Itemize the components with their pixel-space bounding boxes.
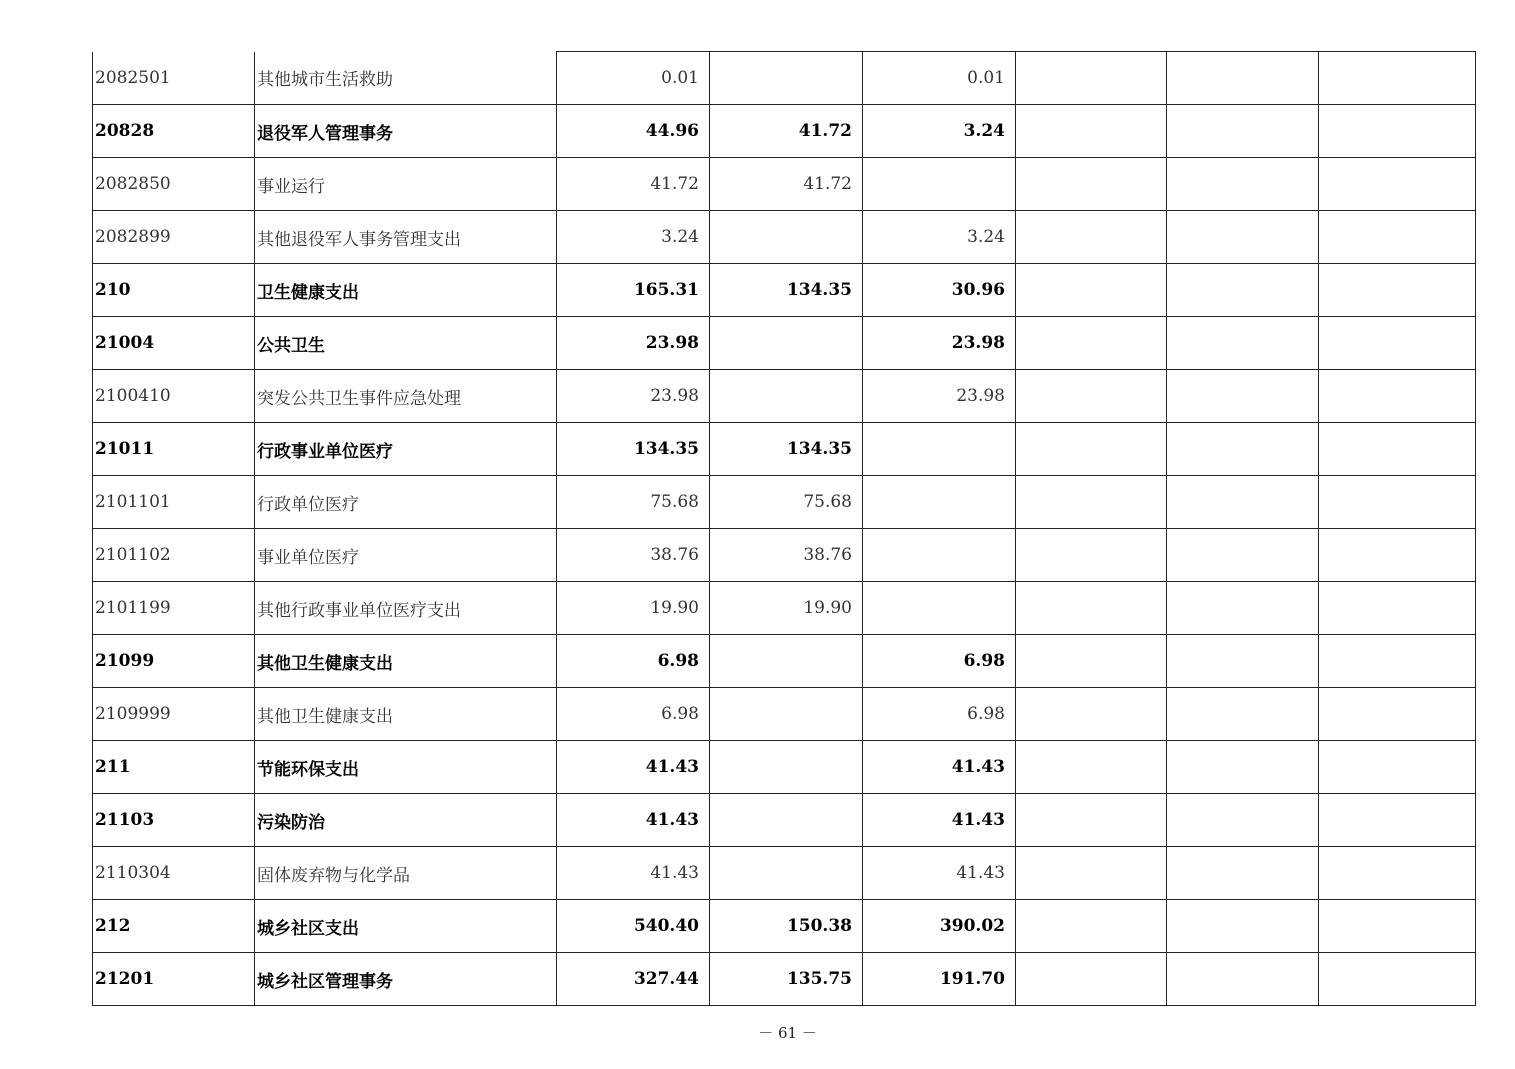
cell-basic [710, 317, 863, 370]
cell-empty [1016, 529, 1167, 582]
cell-name: 公共卫生 [255, 317, 557, 370]
cell-project: 41.43 [863, 847, 1016, 900]
cell-total: 41.43 [557, 741, 710, 794]
cell-name: 行政单位医疗 [255, 476, 557, 529]
cell-total: 327.44 [557, 953, 710, 1006]
cell-empty [1167, 529, 1319, 582]
table-row [93, 370, 1476, 423]
cell-code: 20828 [93, 105, 255, 158]
cell-empty [1319, 688, 1476, 741]
cell-total: 6.98 [557, 688, 710, 741]
cell-empty [1167, 317, 1319, 370]
table-row [93, 211, 1476, 264]
cell-project: 6.98 [863, 688, 1016, 741]
cell-empty [1016, 582, 1167, 635]
cell-empty [1016, 264, 1167, 317]
cell-project: 23.98 [863, 370, 1016, 423]
cell-project: 41.43 [863, 741, 1016, 794]
cell-empty [1167, 211, 1319, 264]
cell-name: 其他卫生健康支出 [255, 688, 557, 741]
cell-code: 2101101 [93, 476, 255, 529]
cell-total: 134.35 [557, 423, 710, 476]
cell-empty [1167, 953, 1319, 1006]
cell-empty [1319, 211, 1476, 264]
table-row [93, 529, 1476, 582]
cell-empty [1319, 953, 1476, 1006]
cell-total: 19.90 [557, 582, 710, 635]
table-row [93, 264, 1476, 317]
cell-total: 41.43 [557, 847, 710, 900]
cell-code: 2082899 [93, 211, 255, 264]
cell-code: 212 [93, 900, 255, 953]
cell-project: 3.24 [863, 105, 1016, 158]
cell-empty [1016, 900, 1167, 953]
cell-empty [1167, 741, 1319, 794]
cell-total: 38.76 [557, 529, 710, 582]
cell-name: 行政事业单位医疗 [255, 423, 557, 476]
cell-empty [1319, 52, 1476, 105]
cell-basic: 134.35 [710, 423, 863, 476]
cell-empty [1167, 900, 1319, 953]
cell-empty [1319, 158, 1476, 211]
cell-name: 事业单位医疗 [255, 529, 557, 582]
cell-total: 165.31 [557, 264, 710, 317]
cell-project [863, 529, 1016, 582]
cell-name: 退役军人管理事务 [255, 105, 557, 158]
cell-total: 41.43 [557, 794, 710, 847]
cell-project: 6.98 [863, 635, 1016, 688]
cell-code: 21099 [93, 635, 255, 688]
cell-total: 44.96 [557, 105, 710, 158]
cell-basic: 150.38 [710, 900, 863, 953]
cell-name: 固体废弃物与化学品 [255, 847, 557, 900]
cell-empty [1319, 582, 1476, 635]
cell-project: 23.98 [863, 317, 1016, 370]
cell-project: 41.43 [863, 794, 1016, 847]
cell-empty [1016, 317, 1167, 370]
cell-basic [710, 211, 863, 264]
cell-name: 其他卫生健康支出 [255, 635, 557, 688]
cell-empty [1016, 370, 1167, 423]
table-row [93, 52, 1476, 105]
cell-basic [710, 741, 863, 794]
cell-basic [710, 52, 863, 105]
cell-name: 其他行政事业单位医疗支出 [255, 582, 557, 635]
cell-code: 211 [93, 741, 255, 794]
cell-empty [1167, 476, 1319, 529]
table-row [93, 105, 1476, 158]
cell-basic: 19.90 [710, 582, 863, 635]
cell-empty [1319, 370, 1476, 423]
cell-empty [1016, 52, 1167, 105]
cell-code: 210 [93, 264, 255, 317]
cell-basic: 41.72 [710, 158, 863, 211]
table-row [93, 476, 1476, 529]
cell-empty [1016, 847, 1167, 900]
cell-name: 城乡社区管理事务 [255, 953, 557, 1006]
cell-code: 21011 [93, 423, 255, 476]
table-row [93, 423, 1476, 476]
cell-empty [1319, 105, 1476, 158]
cell-name: 其他城市生活救助 [255, 52, 557, 105]
cell-empty [1167, 794, 1319, 847]
cell-empty [1167, 423, 1319, 476]
cell-empty [1016, 794, 1167, 847]
cell-name: 其他退役军人事务管理支出 [255, 211, 557, 264]
cell-empty [1016, 953, 1167, 1006]
cell-empty [1319, 529, 1476, 582]
cell-project: 3.24 [863, 211, 1016, 264]
cell-name: 突发公共卫生事件应急处理 [255, 370, 557, 423]
cell-code: 2109999 [93, 688, 255, 741]
cell-basic: 134.35 [710, 264, 863, 317]
cell-empty [1319, 264, 1476, 317]
cell-empty [1167, 264, 1319, 317]
cell-empty [1319, 317, 1476, 370]
table-body [93, 52, 1476, 1006]
cell-project: 390.02 [863, 900, 1016, 953]
cell-basic: 38.76 [710, 529, 863, 582]
cell-total: 3.24 [557, 211, 710, 264]
cell-empty [1016, 105, 1167, 158]
table-row [93, 582, 1476, 635]
cell-name: 卫生健康支出 [255, 264, 557, 317]
budget-table [92, 51, 1476, 1006]
cell-name: 污染防治 [255, 794, 557, 847]
table-row [93, 158, 1476, 211]
cell-empty [1167, 847, 1319, 900]
page-number: － 61 － [758, 1024, 817, 1042]
cell-empty [1167, 52, 1319, 105]
cell-total: 6.98 [557, 635, 710, 688]
table-row [93, 317, 1476, 370]
cell-code: 2110304 [93, 847, 255, 900]
cell-empty [1167, 105, 1319, 158]
cell-basic: 135.75 [710, 953, 863, 1006]
cell-name: 节能环保支出 [255, 741, 557, 794]
cell-code: 2100410 [93, 370, 255, 423]
cell-code: 2101102 [93, 529, 255, 582]
cell-empty [1167, 635, 1319, 688]
cell-code: 2101199 [93, 582, 255, 635]
cell-empty [1167, 158, 1319, 211]
cell-total: 41.72 [557, 158, 710, 211]
cell-basic [710, 847, 863, 900]
cell-project [863, 582, 1016, 635]
cell-empty [1016, 158, 1167, 211]
cell-empty [1016, 476, 1167, 529]
cell-basic: 41.72 [710, 105, 863, 158]
cell-total: 0.01 [557, 52, 710, 105]
cell-empty [1016, 423, 1167, 476]
cell-empty [1167, 688, 1319, 741]
cell-total: 23.98 [557, 317, 710, 370]
cell-empty [1319, 847, 1476, 900]
cell-total: 23.98 [557, 370, 710, 423]
cell-project: 0.01 [863, 52, 1016, 105]
cell-name: 事业运行 [255, 158, 557, 211]
cell-empty [1319, 900, 1476, 953]
table-row [93, 794, 1476, 847]
cell-name: 城乡社区支出 [255, 900, 557, 953]
cell-total: 540.40 [557, 900, 710, 953]
cell-empty [1167, 582, 1319, 635]
cell-empty [1319, 423, 1476, 476]
cell-basic [710, 370, 863, 423]
cell-code: 21103 [93, 794, 255, 847]
cell-empty [1016, 688, 1167, 741]
cell-empty [1319, 476, 1476, 529]
cell-project: 30.96 [863, 264, 1016, 317]
cell-basic [710, 635, 863, 688]
cell-empty [1319, 635, 1476, 688]
cell-empty [1016, 635, 1167, 688]
cell-project [863, 476, 1016, 529]
cell-empty [1016, 741, 1167, 794]
cell-code: 21201 [93, 953, 255, 1006]
cell-basic [710, 794, 863, 847]
cell-empty [1167, 370, 1319, 423]
cell-code: 2082850 [93, 158, 255, 211]
table-row [93, 900, 1476, 953]
table-row [93, 953, 1476, 1006]
cell-basic [710, 688, 863, 741]
table-row [93, 635, 1476, 688]
cell-total: 75.68 [557, 476, 710, 529]
table-row [93, 741, 1476, 794]
cell-project [863, 423, 1016, 476]
table-row [93, 847, 1476, 900]
cell-empty [1016, 211, 1167, 264]
cell-empty [1319, 794, 1476, 847]
cell-project [863, 158, 1016, 211]
cell-empty [1319, 741, 1476, 794]
cell-project: 191.70 [863, 953, 1016, 1006]
cell-code: 2082501 [93, 52, 255, 105]
table-row [93, 688, 1476, 741]
cell-basic: 75.68 [710, 476, 863, 529]
cell-code: 21004 [93, 317, 255, 370]
